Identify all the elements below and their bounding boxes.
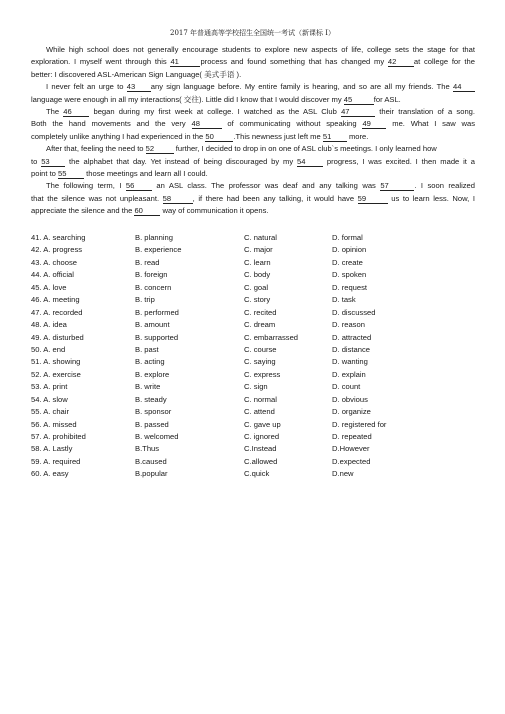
option-d: D. explain bbox=[332, 369, 366, 379]
passage-text: progress, I was excited. I then made it a bbox=[323, 156, 475, 166]
answer-blank: 48 bbox=[192, 119, 222, 129]
option-b: B. read bbox=[135, 257, 160, 267]
option-b: B. sponsor bbox=[135, 407, 172, 417]
option-row bbox=[31, 381, 481, 393]
passage-line bbox=[31, 56, 475, 68]
question-number-option-a: 56. A. missed bbox=[31, 419, 77, 429]
option-b: B.popular bbox=[135, 469, 168, 479]
option-d: D. registered for bbox=[332, 419, 387, 429]
option-c: C. learn bbox=[244, 257, 271, 267]
option-b: B. explore bbox=[135, 369, 170, 379]
option-b: B. write bbox=[135, 382, 161, 392]
option-d: D. repeated bbox=[332, 432, 372, 441]
question-number-option-a: 53. A. print bbox=[31, 382, 68, 392]
answer-blank: 59 bbox=[358, 194, 388, 204]
option-c: C. saying bbox=[244, 357, 276, 367]
question-number-option-a: 42. A. progress bbox=[31, 245, 83, 255]
option-b: B. experience bbox=[135, 245, 182, 255]
option-row bbox=[31, 406, 481, 418]
passage-text: completely unlike anything I had experienced in the bbox=[31, 131, 206, 141]
passage-text: point to bbox=[31, 168, 59, 178]
passage-text: appreciate the silence and the bbox=[31, 206, 135, 216]
option-c: C.Instead bbox=[244, 444, 277, 454]
option-row bbox=[31, 431, 481, 443]
question-number-option-a: 55. A. chair bbox=[31, 407, 69, 417]
option-d: D. reason bbox=[332, 320, 365, 330]
option-d: D.However bbox=[332, 444, 370, 454]
option-c: C. goal bbox=[244, 282, 269, 292]
answer-blank: 54 bbox=[297, 157, 323, 167]
answer-blank: 50 bbox=[205, 132, 233, 142]
option-d: D. attracted bbox=[332, 332, 372, 342]
answer-blank: 51 bbox=[323, 132, 347, 142]
option-d: D. opinion bbox=[332, 245, 367, 255]
passage-text: their translation of a song. bbox=[375, 106, 475, 116]
question-number-option-a: 58. A. Lastly bbox=[31, 444, 73, 454]
option-row bbox=[31, 269, 481, 281]
question-number-option-a: 41. A. searching bbox=[31, 233, 86, 242]
question-number-option-a: 47. A. recorded bbox=[31, 307, 83, 317]
passage-line bbox=[31, 106, 475, 118]
option-c: C. sign bbox=[244, 382, 268, 392]
exam-title: 2017 年普通高等学校招生全国统一考试（新课标 Ⅰ） bbox=[169, 29, 336, 37]
passage-text: way of communication it opens. bbox=[160, 206, 269, 216]
question-number-option-a: 60. A. easy bbox=[31, 469, 69, 479]
option-c: C. gave up bbox=[244, 419, 281, 429]
passage-line bbox=[31, 168, 475, 180]
option-b: B. concern bbox=[135, 282, 172, 292]
option-b: B. supported bbox=[135, 332, 179, 342]
passage-line bbox=[31, 193, 475, 205]
option-row bbox=[31, 419, 481, 431]
passage-text: me. What I saw was bbox=[386, 119, 475, 129]
option-d: D.expected bbox=[332, 456, 371, 466]
option-c: C. body bbox=[244, 270, 271, 280]
passage-line bbox=[31, 156, 475, 168]
passage-text: any sign language before. My entire family is hearing, and so are all my friends. The bbox=[150, 82, 453, 92]
passage-text: began during my first week at college. I watched as the ASL Club bbox=[89, 106, 342, 116]
passage-text: the alphabet that day. Yet instead of being discouraged by my bbox=[65, 156, 297, 166]
passage-text: After that, feeling the need to bbox=[46, 144, 146, 154]
passage-line bbox=[31, 131, 475, 143]
passage-text: an ASL class. The professor was deaf and any talking was bbox=[151, 181, 381, 191]
passage-text: . I soon realized bbox=[414, 181, 475, 191]
option-d: D. discussed bbox=[332, 307, 376, 317]
option-d: D. organize bbox=[332, 407, 371, 417]
answer-blank: 58 bbox=[163, 194, 193, 204]
passage-line bbox=[31, 69, 475, 81]
option-d: D. wanting bbox=[332, 357, 368, 367]
passage-text: .This newness just left me bbox=[233, 131, 323, 141]
option-d: D. count bbox=[332, 382, 361, 392]
option-b: B. acting bbox=[135, 357, 165, 367]
option-row bbox=[31, 356, 481, 368]
option-d: D. distance bbox=[332, 344, 370, 354]
answer-options bbox=[31, 232, 481, 481]
passage-line bbox=[31, 44, 475, 56]
question-number-option-a: 51. A. showing bbox=[31, 357, 81, 367]
passage-text: further, I decided to drop in on one of ASL club`s meetings. I only learned how bbox=[173, 144, 437, 154]
passage-text: process and found something that has changed my bbox=[200, 57, 388, 67]
option-d: D. obvious bbox=[332, 394, 368, 404]
option-b: B. welcomed bbox=[135, 432, 179, 441]
option-b: B. amount bbox=[135, 320, 170, 330]
answer-blank: 41 bbox=[170, 57, 200, 67]
passage-line bbox=[31, 205, 475, 217]
passage-line bbox=[31, 94, 475, 106]
answer-blank: 43 bbox=[127, 82, 151, 92]
option-b: B. steady bbox=[135, 394, 167, 404]
option-d: D. formal bbox=[332, 233, 363, 242]
option-c: C. course bbox=[244, 344, 277, 354]
option-row bbox=[31, 456, 481, 468]
option-b: B.caused bbox=[135, 456, 167, 466]
option-c: C. natural bbox=[244, 233, 277, 242]
option-d: D.new bbox=[332, 469, 354, 479]
option-row bbox=[31, 319, 481, 331]
question-number-option-a: 43. A. choose bbox=[31, 257, 78, 267]
passage-text: language were enough in all my interactions( 交往). Little did I know that I would discover my bbox=[31, 94, 344, 104]
option-row bbox=[31, 443, 481, 455]
option-c: C. embarrassed bbox=[244, 332, 299, 342]
option-row bbox=[31, 232, 481, 244]
question-number-option-a: 57. A. prohibited bbox=[31, 432, 86, 441]
passage-line bbox=[31, 143, 475, 155]
passage-text: that the silence was not unpleasant. bbox=[31, 193, 163, 203]
option-c: C.quick bbox=[244, 469, 270, 479]
option-row bbox=[31, 344, 481, 356]
question-number-option-a: 46. A. meeting bbox=[31, 295, 80, 305]
answer-blank: 57 bbox=[380, 181, 414, 191]
passage-text: I never felt an urge to bbox=[46, 82, 127, 92]
question-number-option-a: 59. A. required bbox=[31, 456, 81, 466]
option-c: C. ignored bbox=[244, 432, 280, 441]
option-b: B.Thus bbox=[135, 444, 160, 454]
passage-line bbox=[31, 180, 475, 192]
option-c: C. attend bbox=[244, 407, 275, 417]
option-d: D. create bbox=[332, 257, 363, 267]
option-b: B. passed bbox=[135, 419, 169, 429]
passage-text: , if there had been any talking, it would have bbox=[192, 193, 358, 203]
option-b: B. planning bbox=[135, 233, 173, 242]
passage-line bbox=[31, 81, 475, 93]
question-number-option-a: 52. A. exercise bbox=[31, 369, 81, 379]
option-row bbox=[31, 394, 481, 406]
option-row bbox=[31, 332, 481, 344]
option-row bbox=[31, 307, 481, 319]
answer-blank: 55 bbox=[58, 169, 84, 179]
passage-text: more. bbox=[346, 131, 369, 141]
option-b: B. past bbox=[135, 344, 159, 354]
question-number-option-a: 50. A. end bbox=[31, 344, 66, 354]
option-d: D. request bbox=[332, 282, 368, 292]
passage-text: of communicating without speaking bbox=[221, 119, 363, 129]
answer-blank: 53 bbox=[41, 157, 65, 167]
option-row bbox=[31, 257, 481, 269]
question-number-option-a: 48. A. idea bbox=[31, 320, 67, 330]
passage-text: exploration. I myself went through this bbox=[31, 57, 171, 67]
option-row bbox=[31, 244, 481, 256]
passage-line bbox=[31, 118, 475, 130]
passage-text: for ASL. bbox=[373, 94, 401, 104]
question-number-option-a: 45. A. love bbox=[31, 282, 67, 292]
answer-blank: 45 bbox=[344, 95, 374, 105]
question-number-option-a: 44. A. official bbox=[31, 270, 74, 280]
option-c: C.allowed bbox=[244, 456, 278, 466]
answer-blank: 47 bbox=[341, 107, 375, 117]
answer-blank: 49 bbox=[362, 119, 386, 129]
passage-text: While high school does not generally encourage students to explore new aspects of life, college sets the stage for that bbox=[46, 45, 475, 54]
passage-text: Both the hand movements and the very bbox=[31, 119, 192, 129]
passage-text: at college for the bbox=[413, 57, 475, 67]
option-c: C. story bbox=[244, 295, 271, 305]
option-row bbox=[31, 468, 481, 480]
option-row bbox=[31, 294, 481, 306]
answer-blank: 60 bbox=[134, 206, 160, 216]
option-b: B. performed bbox=[135, 307, 179, 317]
answer-blank: 52 bbox=[146, 144, 174, 154]
option-b: B. trip bbox=[135, 295, 155, 305]
option-d: D. task bbox=[332, 295, 356, 305]
option-c: C. express bbox=[244, 369, 281, 379]
passage-text: better: I discovered ASL-American Sign Language( 美式手语 ). bbox=[31, 69, 242, 79]
answer-blank: 42 bbox=[388, 57, 414, 67]
passage-text: The following term, I bbox=[46, 181, 126, 191]
answer-blank: 44 bbox=[453, 82, 475, 92]
option-c: C. normal bbox=[244, 394, 277, 404]
option-d: D. spoken bbox=[332, 270, 367, 280]
option-c: C. recited bbox=[244, 307, 277, 317]
option-c: C. major bbox=[244, 245, 273, 255]
passage-text: The bbox=[46, 106, 64, 116]
question-number-option-a: 49. A. disturbed bbox=[31, 332, 84, 342]
passage-text: those meetings and learn all I could. bbox=[84, 168, 208, 178]
option-row bbox=[31, 369, 481, 381]
answer-blank: 56 bbox=[126, 181, 152, 191]
option-row bbox=[31, 282, 481, 294]
passage-text: to bbox=[31, 156, 42, 166]
answer-blank: 46 bbox=[63, 107, 89, 117]
passage-text: us to learn less. Now, I bbox=[387, 193, 475, 203]
question-number-option-a: 54. A. slow bbox=[31, 394, 68, 404]
option-c: C. dream bbox=[244, 320, 276, 330]
option-b: B. foreign bbox=[135, 270, 168, 280]
cloze-passage bbox=[31, 44, 475, 217]
